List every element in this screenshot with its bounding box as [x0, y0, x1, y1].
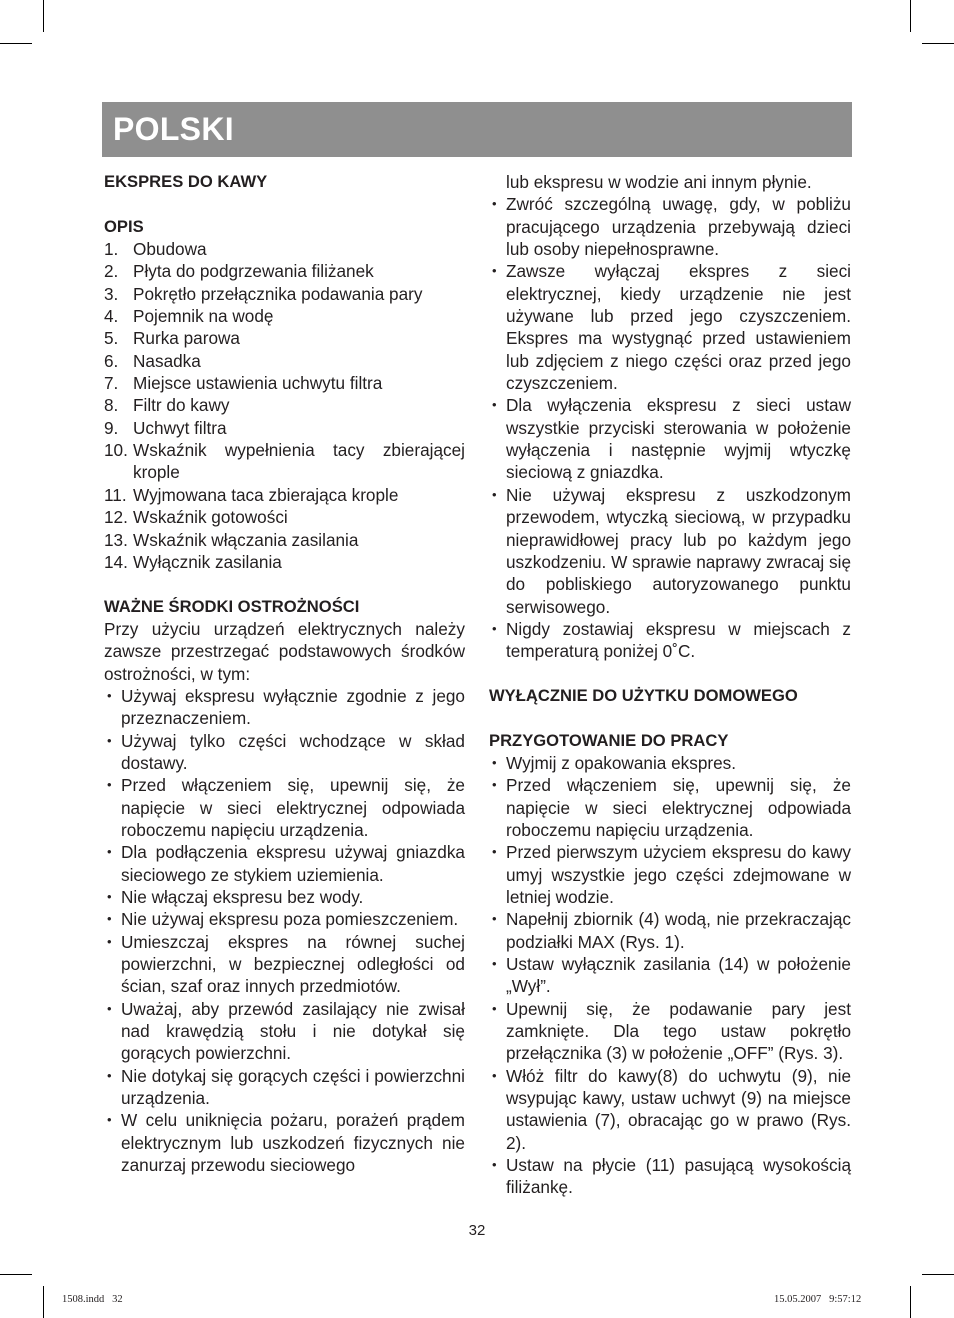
part-item: [104, 327, 465, 349]
part-label: Nasadka: [133, 350, 201, 371]
bullet-text: Nie używaj ekspresu z uszkodzonym przewodem, wtyczką sieciową, w przypadku nieprawidłowej pracy lub po każdym jego uszkodzeniu. W sprawie naprawy zwracaj się do pobliskiego autoryzowanego punktu serwisowego.: [506, 484, 851, 617]
part-label: Pokrętło przełącznika podawania pary: [133, 283, 423, 304]
part-number: 10.: [104, 440, 128, 461]
bullet-icon: •: [492, 1067, 497, 1083]
part-label: Wyłącznik zasilania: [133, 551, 282, 572]
bullet-icon: •: [492, 263, 497, 279]
part-number: 2.: [104, 261, 119, 282]
part-item: [104, 417, 465, 439]
bullet-text: Włóż filtr do kawy(8) do uchwytu (9), nie wsypując kawy, ustaw uchwyt (9) na miejsce ustawienia (7), obracając go w prawo (Rys. 2).: [506, 1065, 851, 1153]
bullet-item: [104, 841, 465, 886]
part-item: [104, 283, 465, 305]
crop-mark: [0, 43, 32, 44]
part-label: Płyta do podgrzewania filiżanek: [133, 261, 374, 282]
part-label: Rurka parowa: [133, 328, 240, 349]
part-label: Filtr do kawy: [133, 395, 230, 416]
part-number: 8.: [104, 395, 119, 416]
bullet-text: Wyjmij z opakowania ekspres.: [506, 752, 737, 773]
bullet-item: [104, 908, 465, 930]
bullet-text: Przed włączeniem się, upewnij się, że napięcie w sieci elektrycznej odpowiada roboczemu napięciu urządzenia.: [121, 775, 465, 840]
bullet-item: [489, 394, 851, 483]
parts-list: [104, 238, 465, 573]
bullet-text: Nigdy zostawiaj ekspresu w miejscach z temperaturą poniżej 0˚C.: [506, 618, 851, 662]
part-item: [104, 529, 465, 551]
file-slug: 1508.indd 32: [62, 1294, 123, 1305]
bullet-icon: •: [492, 196, 497, 212]
part-item: [104, 372, 465, 394]
bullet-text: Używaj ekspresu wyłącznie zgodnie z jego przeznaczeniem.: [121, 685, 465, 729]
part-number: 3.: [104, 283, 119, 304]
bullet-item: [104, 730, 465, 775]
safety-intro: Przy użyciu urządzeń elektrycznych należy zawsze przestrzegać podstawowych środków ostrożności, w tym:: [104, 618, 465, 684]
bullet-text: Nie używaj ekspresu poza pomieszczeniem.: [121, 909, 459, 930]
preparation-list: [489, 752, 851, 1199]
crop-mark: [910, 0, 911, 32]
bullet-icon: •: [107, 1000, 112, 1016]
bullet-icon: •: [492, 777, 497, 793]
bullet-item: [104, 1065, 465, 1110]
bullet-text: Dla wyłączenia ekspresu z sieci ustaw wszystkie przyciski sterowania w położenie wyłączenia i następnie wyjmij wtyczkę sieciową z gniazdka.: [506, 395, 851, 483]
bullet-icon: •: [492, 397, 497, 413]
safety-continuation: lub ekspresu w wodzie ani innym płynie.: [506, 172, 812, 192]
part-label: Wskaźnik gotowości: [133, 507, 288, 528]
bullet-icon: •: [492, 956, 497, 972]
bullet-item: [489, 774, 851, 841]
bullet-text: Upewnij się, że podawanie pary jest zamknięte. Dla tego ustaw pokrętło przełącznika (3) w położenie „OFF” (Rys. 3).: [506, 998, 851, 1064]
bullet-icon: •: [492, 754, 497, 770]
crop-mark: [43, 0, 44, 32]
bullet-item: [489, 841, 851, 908]
bullet-item: [104, 931, 465, 998]
bullet-item: [489, 260, 851, 394]
part-item: [104, 238, 465, 260]
bullet-text: Nie dotykaj się gorących części i powierzchni urządzenia.: [121, 1065, 465, 1109]
bullet-item: [489, 618, 851, 663]
bullet-text: Zwróć szczególną uwagę, gdy, w pobliżu pracującego urządzenia przebywają dzieci lub osoby niepełnosprawne.: [506, 194, 851, 260]
bullet-item: [489, 1154, 851, 1199]
part-label: Pojemnik na wodę: [133, 306, 274, 327]
page-number: 32: [468, 1222, 486, 1239]
bullet-text: Napełnij zbiornik (4) wodą, nie przekraczając podziałki MAX (Rys. 1).: [506, 909, 851, 952]
part-label: Miejsce ustawienia uchwytu filtra: [133, 373, 383, 394]
bullet-item: [489, 752, 851, 774]
bullet-item: [489, 1065, 851, 1154]
print-timestamp: 15.05.2007 9:57:12: [774, 1294, 862, 1305]
bullet-icon: •: [492, 486, 497, 502]
preparation-heading: PRZYGOTOWANIE DO PRACY: [489, 730, 729, 750]
part-number: 1.: [104, 239, 119, 260]
bullet-item: [104, 1109, 465, 1176]
bullet-text: Ustaw na płycie (11) pasującą wysokością filiżankę.: [506, 1155, 851, 1198]
crop-mark: [922, 1274, 954, 1275]
part-label: Wyjmowana taca zbierająca krople: [133, 484, 399, 505]
language-banner: [102, 102, 852, 157]
bullet-text: Dla podłączenia ekspresu używaj gniazdka sieciowego ze stykiem uziemienia.: [121, 842, 465, 885]
domestic-use-heading: WYŁĄCZNIE DO UŻYTKU DOMOWEGO: [489, 685, 798, 705]
bullet-text: Używaj tylko części wchodzące w skład dostawy.: [121, 730, 465, 773]
bullet-icon: •: [492, 1157, 497, 1173]
bullet-icon: •: [107, 1067, 112, 1083]
bullet-item: [104, 998, 465, 1065]
bullet-text: Nie włączaj ekspresu bez wody.: [121, 887, 364, 907]
bullet-icon: •: [107, 732, 112, 748]
part-item: [104, 394, 465, 416]
bullet-icon: •: [107, 889, 112, 904]
bullet-item: [489, 953, 851, 998]
bullet-icon: •: [107, 1112, 112, 1128]
bullet-item: [489, 193, 851, 260]
part-item: [104, 484, 465, 506]
bullet-icon: •: [107, 844, 112, 860]
bullet-text: Przed włączeniem się, upewnij się, że napięcie w sieci elektrycznej odpowiada roboczemu napięciu urządzenia.: [506, 775, 851, 840]
part-item: [104, 506, 465, 528]
bullet-icon: •: [107, 687, 112, 703]
part-number: 5.: [104, 328, 119, 349]
part-label: Wskaźnik włączania zasilania: [133, 529, 359, 550]
crop-mark: [910, 1286, 911, 1318]
part-number: 9.: [104, 417, 119, 438]
part-item: [104, 551, 465, 573]
bullet-item: [489, 998, 851, 1065]
part-label: Wskaźnik wypełnienia tacy zbierającej krople: [133, 440, 465, 483]
bullet-icon: •: [107, 933, 112, 949]
bullet-icon: •: [492, 620, 497, 636]
part-number: 14.: [104, 551, 128, 572]
language-title: POLSKI: [113, 111, 234, 147]
part-item: [104, 260, 465, 282]
bullet-text: Przed pierwszym użyciem ekspresu do kawy umyj wszystkie jego części zdejmowane w letniej wodzie.: [506, 842, 851, 907]
bullet-item: [104, 774, 465, 841]
part-number: 7.: [104, 373, 119, 394]
bullet-item: [104, 685, 465, 730]
safety-list-continued: [489, 193, 851, 662]
part-item: [104, 350, 465, 372]
bullet-icon: •: [107, 911, 112, 927]
part-item: [104, 439, 465, 484]
safety-heading: WAŻNE ŚRODKI OSTROŻNOŚCI: [104, 596, 360, 616]
left-column: [104, 171, 465, 1176]
part-item: [104, 305, 465, 327]
bullet-item: [489, 484, 851, 618]
part-label: Uchwyt filtra: [133, 417, 227, 438]
part-number: 6.: [104, 350, 119, 371]
crop-mark: [922, 43, 954, 44]
bullet-text: Uważaj, aby przewód zasilający nie zwisał nad krawędzią stołu i nie dotykał się gorących powierzchni.: [121, 998, 465, 1064]
right-column: [489, 171, 851, 1199]
bullet-text: Zawsze wyłączaj ekspres z sieci elektrycznej, kiedy urządzenie nie jest używane lub przed jego czyszczeniem. Ekspres ma wystygnąć przed ustawieniem lub zdjęciem z niego części oraz przed jego czyszczeniem.: [506, 261, 851, 394]
product-title: EKSPRES DO KAWY: [104, 172, 268, 191]
bullet-text: Ustaw wyłącznik zasilania (14) w położenie „Wył”.: [506, 954, 851, 997]
bullet-item: [104, 886, 465, 908]
bullet-text: W celu uniknięcia pożaru, porażeń prądem elektrycznym lub uszkodzeń fizycznych nie zanurzaj przewodu sieciowego: [121, 1110, 465, 1176]
bullet-icon: •: [492, 844, 497, 860]
crop-mark: [0, 1274, 32, 1275]
bullet-item: [489, 908, 851, 953]
description-heading: OPIS: [104, 216, 144, 236]
part-number: 11.: [104, 484, 127, 505]
part-number: 12.: [104, 507, 128, 528]
crop-mark: [43, 1286, 44, 1318]
part-number: 4.: [104, 306, 119, 327]
part-label: Obudowa: [133, 239, 207, 260]
part-number: 13.: [104, 529, 128, 550]
bullet-icon: •: [492, 911, 497, 927]
safety-list: [104, 685, 465, 1177]
bullet-text: Umieszczaj ekspres na równej suchej powierzchni, w bezpiecznej odległości od ścian, szaf oraz innych przedmiotów.: [121, 931, 465, 997]
bullet-icon: •: [492, 1000, 497, 1016]
bullet-icon: •: [107, 777, 112, 793]
